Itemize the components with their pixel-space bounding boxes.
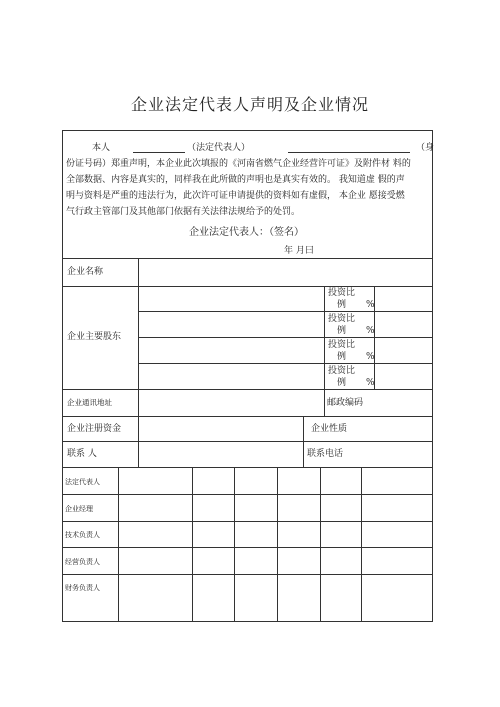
decl-line3: 全部数据、内容是真实的，同样我在此所做的声明也是真实有效的。 我知道虚 假的声 (66, 175, 405, 185)
personnel-tech-lead: 技术负责人 (65, 531, 100, 539)
decl-line4: 明与资料是严重的违法行为，此次许可证申请提供的资料如有虚假， 本企业 愿接受燃 (66, 191, 405, 201)
rule-contact-top (63, 441, 432, 442)
date-label: 年 月曰 (284, 246, 314, 256)
ratio-label-3b: 例 (337, 352, 347, 362)
decl-line1-c: （身 (416, 143, 435, 153)
rule-share-3 (138, 363, 432, 364)
ratio-label-2a: 投资比 (328, 314, 356, 324)
page-title: 企业法定代表人声明及企业情况 (130, 95, 369, 114)
vrule-p-2 (192, 467, 193, 621)
ratio-label-4b: 例 (337, 378, 347, 388)
id-number-blank[interactable] (288, 143, 410, 153)
contact-label: 联系 人 (67, 449, 97, 459)
percent-4: % (366, 378, 375, 388)
decl-line1-a: 本人 (92, 143, 111, 153)
signature-label: 企业法定代表人：（签名） (189, 227, 304, 238)
vrule-p-4 (277, 467, 278, 621)
rule-share-2 (138, 337, 432, 338)
percent-2: % (366, 326, 375, 336)
shareholders-label: 企业主要股东 (67, 332, 122, 342)
personnel-finance-lead: 财务负责人 (65, 584, 100, 592)
address-label: 企业通讯地址 (67, 398, 112, 407)
vrule-label-col (138, 258, 139, 467)
capital-label: 企业注册资金 (67, 424, 122, 434)
phone-label: 联系电话 (307, 449, 344, 459)
ratio-label-3a: 投资比 (328, 340, 356, 350)
vrule-p-5 (320, 467, 321, 621)
decl-line5: 气行政主管部门及其他部门依据有关法律法规给予的处罚。 (66, 207, 301, 217)
personnel-ops-lead: 经营负责人 (65, 558, 100, 566)
vrule-p-1 (118, 467, 119, 621)
rule-share-1 (138, 311, 432, 312)
vrule-p-3 (234, 467, 235, 621)
vrule-mid (303, 416, 304, 467)
ratio-label-1b: 例 (337, 300, 347, 310)
percent-3: % (366, 352, 375, 362)
personnel-manager: 企业经理 (65, 505, 93, 513)
name-blank[interactable] (133, 143, 185, 153)
company-name-label: 企业名称 (67, 267, 104, 277)
rule-name-bottom (63, 286, 432, 287)
personnel-legal-rep: 法定代表人 (65, 478, 100, 486)
nature-label: 企业性质 (311, 424, 348, 434)
percent-1: % (366, 300, 375, 310)
ratio-label-2b: 例 (337, 326, 347, 336)
rule-name-top (63, 258, 432, 259)
rule-address-top (63, 389, 432, 390)
decl-line1-b: （法定代表人） (187, 143, 251, 153)
vrule-p-6 (361, 467, 362, 621)
decl-line2: 份证号码）郑重声明，本企业此次填报的《河南省燃气企业经营许可证》及附件材 料的 (66, 159, 411, 169)
vrule-ratio-left (324, 286, 325, 416)
ratio-label-4a: 投资比 (328, 366, 356, 376)
postcode-label: 邮政编码 (327, 398, 364, 408)
rule-capital-top (63, 416, 432, 417)
declaration-form (62, 130, 433, 622)
ratio-label-1a: 投资比 (328, 288, 356, 298)
